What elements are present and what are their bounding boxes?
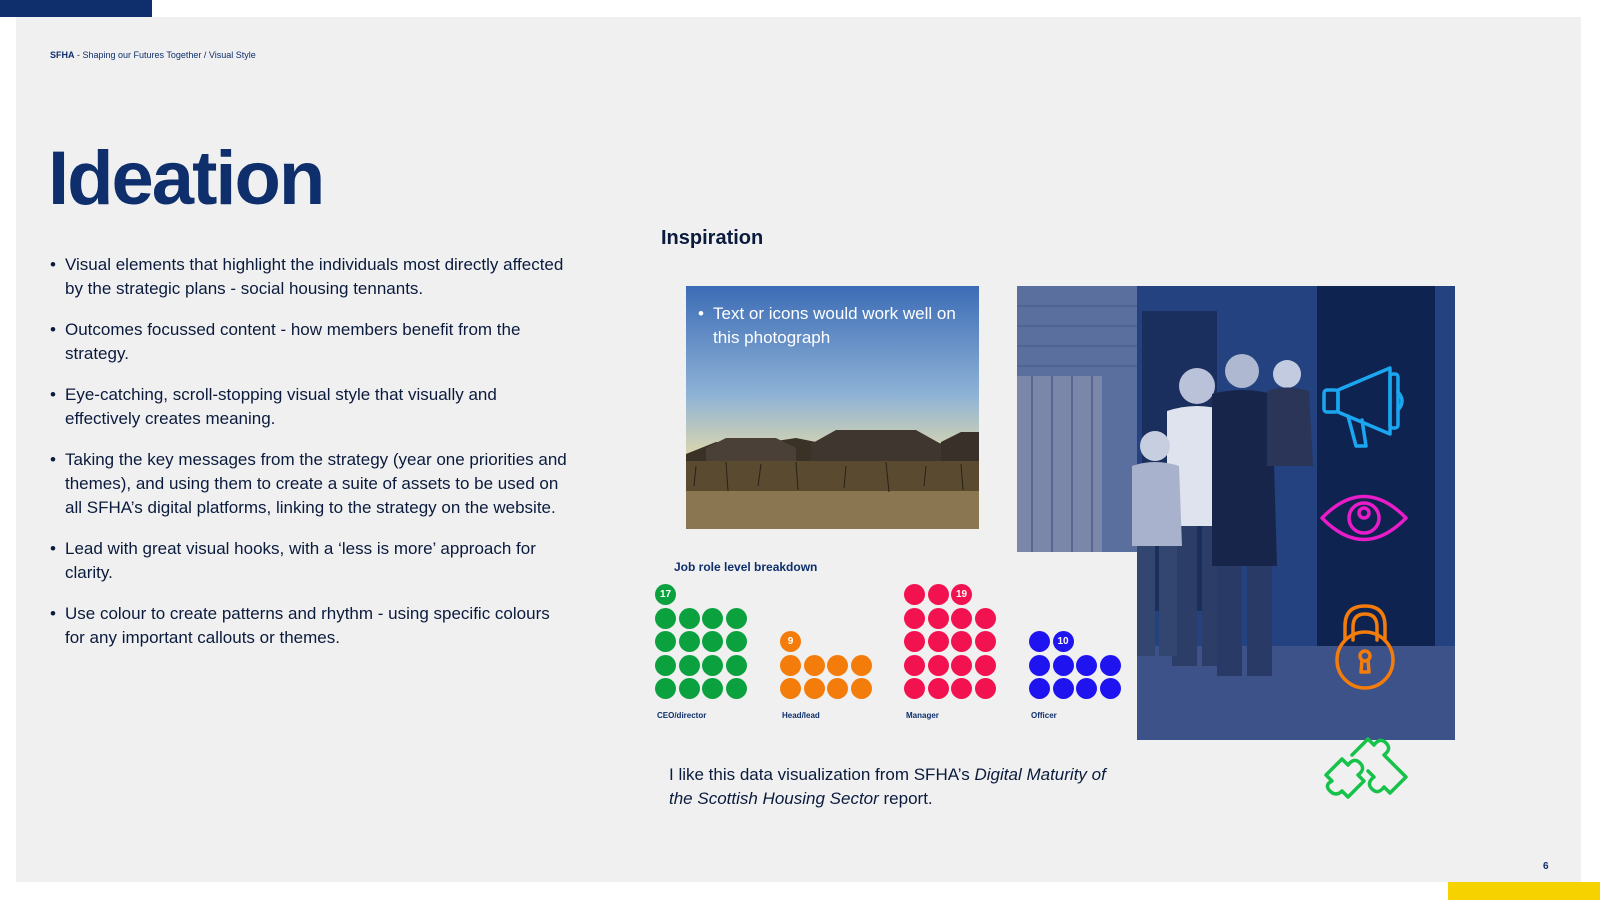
chart-dot	[851, 678, 872, 699]
chart-dot	[804, 655, 825, 676]
photo-caption: • Text or icons would work well on this photograph	[698, 302, 968, 350]
bullet-item: • Use colour to create patterns and rhythm - using specific colours for any important callouts or themes.	[50, 602, 570, 650]
eye-icon	[1318, 487, 1410, 549]
chart-dot	[951, 678, 972, 699]
bullet-item: • Visual elements that highlight the individuals most directly affected by the strategic plans - social housing tennants.	[50, 253, 570, 301]
chart-dot	[975, 678, 996, 699]
chart-dot	[655, 608, 676, 629]
chart-dot	[904, 584, 925, 605]
chart-dot	[951, 655, 972, 676]
chart-dot	[904, 678, 925, 699]
chart-count-label: 9	[780, 631, 801, 652]
chart-dot	[780, 655, 801, 676]
chart-dot	[851, 655, 872, 676]
chart-count-label: 17	[655, 584, 676, 605]
chart-dot	[804, 678, 825, 699]
chart-dot	[951, 631, 972, 652]
chart-dot	[951, 608, 972, 629]
chart-dot	[827, 655, 848, 676]
bullet-item: • Outcomes focussed content - how members benefit from the strategy.	[50, 318, 570, 366]
chart-category-label: Head/lead	[782, 711, 820, 720]
chart-dot	[904, 631, 925, 652]
chart-category-label: CEO/director	[657, 711, 707, 720]
chart-dot	[928, 678, 949, 699]
chart-dot	[679, 631, 700, 652]
padlock-icon	[1329, 602, 1401, 690]
chart-dot	[928, 608, 949, 629]
chart-dot	[655, 631, 676, 652]
chart-dot	[928, 584, 949, 605]
chart-dot	[679, 608, 700, 629]
chart-count-label: 10	[1053, 631, 1074, 652]
bullet-list	[50, 253, 570, 667]
bottom-accent-bar	[1448, 882, 1600, 900]
inspiration-heading: Inspiration	[661, 227, 764, 249]
chart-dot	[702, 608, 723, 629]
breadcrumb	[50, 50, 256, 60]
puzzle-icon	[1318, 729, 1410, 799]
note-text-start: I like this data visualization from SFHA’s	[669, 765, 975, 784]
chart-dot	[904, 608, 925, 629]
bullet-item: • Taking the key messages from the strategy (year one priorities and themes), and using them to create a suite of assets to be used on all SFHA’s digital platforms, linking to the strategy on the website.	[50, 448, 570, 520]
chart-dot	[702, 631, 723, 652]
page-title: Ideation	[48, 136, 324, 221]
chart-dot	[780, 678, 801, 699]
breadcrumb-path: - Shaping our Futures Together / Visual Style	[74, 50, 256, 60]
chart-dot	[679, 678, 700, 699]
chart-category-label: Officer	[1031, 711, 1057, 720]
chart-dot	[726, 631, 747, 652]
chart-dot	[928, 631, 949, 652]
page-number: 6	[1543, 861, 1549, 872]
report-title: Digital Maturity of the Scottish Housing Sector	[669, 765, 1106, 808]
chart-dot	[904, 655, 925, 676]
visualization-note	[669, 763, 1119, 811]
chart-dot	[679, 655, 700, 676]
chart-dot	[975, 631, 996, 652]
chart-dot	[975, 608, 996, 629]
chart-dot	[726, 608, 747, 629]
chart-dot	[928, 655, 949, 676]
chart-dot	[726, 678, 747, 699]
chart-dot	[827, 678, 848, 699]
chart-dot	[702, 678, 723, 699]
megaphone-icon	[1320, 362, 1412, 452]
top-accent-bar	[0, 0, 152, 17]
chart-dot	[702, 655, 723, 676]
chart-dot	[655, 678, 676, 699]
chart-dot	[975, 655, 996, 676]
landscape-photo	[686, 286, 979, 529]
chart-dot	[655, 655, 676, 676]
slide	[16, 17, 1581, 882]
chart-category-label: Manager	[906, 711, 939, 720]
bullet-item: • Lead with great visual hooks, with a ‘less is more’ approach for clarity.	[50, 537, 570, 585]
breadcrumb-brand: SFHA	[50, 50, 75, 60]
bullet-item: • Eye-catching, scroll-stopping visual style that visually and effectively creates meaning.	[50, 383, 570, 431]
chart-count-label: 19	[951, 584, 972, 605]
chart-dot	[726, 655, 747, 676]
chart-title: Job role level breakdown	[674, 560, 818, 574]
note-text-end: report.	[878, 789, 933, 808]
